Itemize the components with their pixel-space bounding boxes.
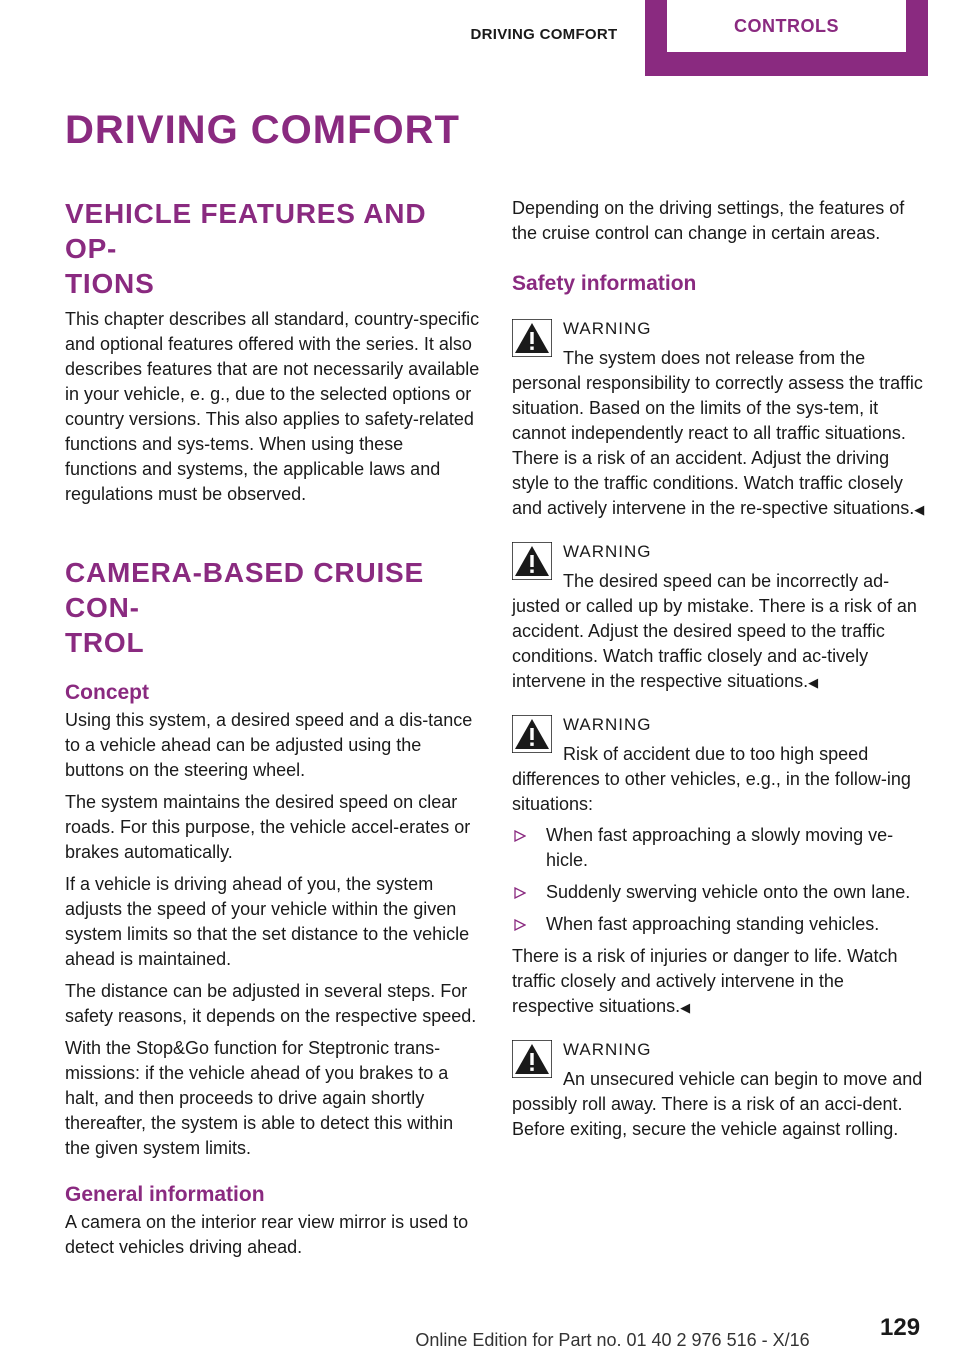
header-tab-label: CONTROLS <box>667 0 906 52</box>
cruise-control-heading-line2: TROL <box>65 627 145 658</box>
vehicle-features-heading-line2: TIONS <box>65 268 155 299</box>
warning-title: WARNING <box>563 542 652 561</box>
triangle-bullet-icon <box>514 830 526 842</box>
warning-title: WARNING <box>563 715 652 734</box>
warning-block <box>512 540 927 695</box>
list-item-text: When fast approaching standing vehicles. <box>546 914 880 934</box>
footer <box>0 1330 960 1351</box>
page-title: DRIVING COMFORT <box>65 108 460 152</box>
triangle-bullet-icon <box>514 919 526 931</box>
list-item <box>512 823 927 873</box>
warning-triangle-icon <box>512 319 552 357</box>
end-mark-icon: ◀ <box>808 675 819 690</box>
header-tab <box>645 0 928 76</box>
cruise-control-heading-line1: CAMERA-BASED CRUISE CON‐ <box>65 557 424 623</box>
concept-paragraph: The distance can be adjusted in several steps. For safety reasons, it depends on the respective speed. <box>65 981 477 1026</box>
list-item <box>512 880 927 905</box>
concept-heading: Concept <box>65 681 149 704</box>
cruise-control-heading <box>65 555 480 660</box>
general-information-text: A camera on the interior rear view mirror is used to detect vehicles driving ahead. <box>65 1212 469 1257</box>
warning-text-body: The system does not release from the personal responsibility to correctly assess the traffic situation. Based on the limits of the sys‐tem, it cannot independently react to all traffic situations. There is a risk of an accident. Adjust the driving style to the traffic conditions. Watch traffic closely and actively intervene in the re‐spective situations. <box>512 348 923 518</box>
cruise-intro-text: Depending on the driving settings, the features of the cruise control can change in certain areas. <box>512 198 905 243</box>
warning-text <box>512 346 927 522</box>
concept-paragraph: If a vehicle is driving ahead of you, the system adjusts the speed of your vehicle within the given system limits so that the set distance to the vehicle ahead is maintained. <box>65 874 470 969</box>
warning-title: WARNING <box>563 319 652 338</box>
warning-block <box>512 317 927 522</box>
safety-information-heading: Safety information <box>512 272 697 295</box>
footer-edition: Online Edition for Part no. 01 40 2 976 516 - X/16 <box>415 1330 810 1350</box>
warning-block <box>512 1038 927 1142</box>
concept-paragraph: The system maintains the desired speed on clear roads. For this purpose, the vehicle accel‐erates or brakes automatically. <box>65 792 471 862</box>
triangle-bullet-icon <box>514 887 526 899</box>
warning-text-body: The desired speed can be incorrectly ad‐justed or called up by mistake. There is a risk of an accident. Adjust the desired speed to the traffic conditions. Watch traffic closely and ac‐tively intervene in the respective situations. <box>512 571 917 691</box>
warning-text: An unsecured vehicle can begin to move and possibly roll away. There is a risk of an acci‐dent. Before exiting, secure the vehicle against rolling. <box>512 1069 923 1139</box>
end-mark-icon: ◀ <box>680 1000 691 1015</box>
right-column <box>512 196 927 1142</box>
warning-after-text-body: There is a risk of injuries or danger to life. Watch traffic closely and actively intervene in the respective situations. <box>512 946 898 1016</box>
warning-text: Risk of accident due to too high speed differences to other vehicles, e.g., in the follow‐ing situations: <box>512 744 911 814</box>
general-information-heading: General information <box>65 1183 265 1206</box>
list-item-text: When fast approaching a slowly moving ve‐hicle. <box>546 825 894 870</box>
warning-bullet-list <box>512 823 927 937</box>
warning-triangle-icon <box>512 715 552 753</box>
list-item <box>512 912 927 937</box>
header-section-label: DRIVING COMFORT <box>470 26 618 43</box>
vehicle-features-heading-line1: VEHICLE FEATURES AND OP‐ <box>65 198 427 264</box>
left-column <box>65 196 480 1267</box>
page-number: 129 <box>880 1314 921 1341</box>
warning-after-text <box>512 944 927 1020</box>
vehicle-features-text: This chapter describes all standard, country-specific and optional features offered with the series. It also describes features that are not necessarily available in your vehicle, e. g., due to the selected options or country versions. This also applies to safety-related functions and sys‐tems. When using these functions and systems, the applicable laws and regulations must be observed. <box>65 309 480 504</box>
warning-text <box>512 569 927 695</box>
warning-block <box>512 713 927 1020</box>
warning-triangle-icon <box>512 1040 552 1078</box>
vehicle-features-section <box>65 196 480 507</box>
vehicle-features-heading <box>65 196 480 301</box>
concept-paragraph: With the Stop&Go function for Steptronic trans‐missions: if the vehicle ahead of you brakes to a halt, and then proceeds to drive again shortly thereafter, the system is able to detect this within the given system limits. <box>65 1038 454 1158</box>
end-mark-icon: ◀ <box>914 502 925 517</box>
list-item-text: Suddenly swerving vehicle onto the own lane. <box>546 882 911 902</box>
concept-paragraph: Using this system, a desired speed and a dis‐tance to a vehicle ahead can be adjusted using the buttons on the steering wheel. <box>65 710 473 780</box>
warning-triangle-icon <box>512 542 552 580</box>
warning-title: WARNING <box>563 1040 652 1059</box>
